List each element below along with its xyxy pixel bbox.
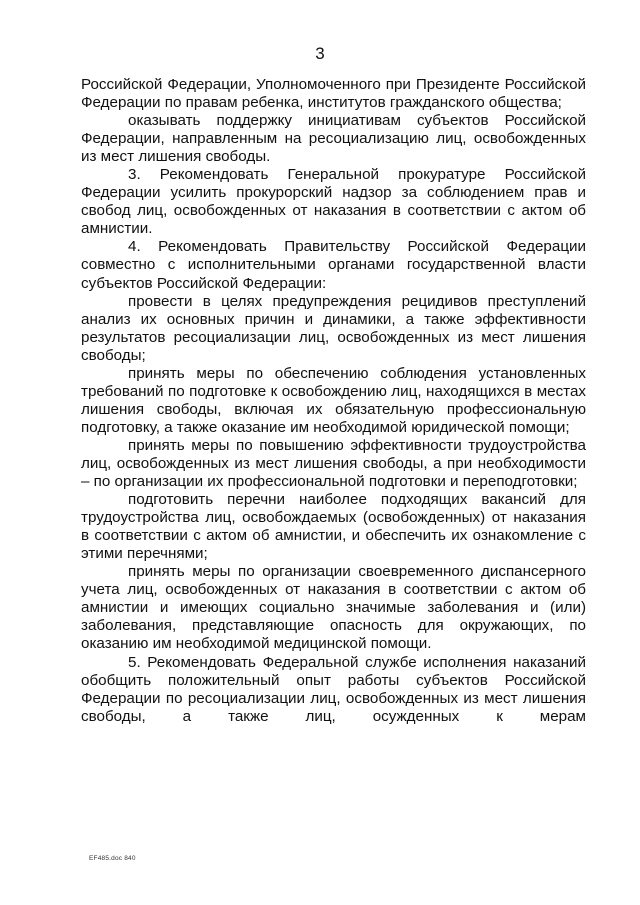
paragraph-continuation: Российской Федерации, Уполномоченного при Президенте Российской Федерации по правам ребенка, институтов гражданского общества; bbox=[81, 76, 586, 112]
page-number: 3 bbox=[315, 44, 325, 63]
paragraph-medical-care: принять меры по организации своевременного диспансерного учета лиц, освобожденных от наказания в соответствии с актом об амнистии и имеющих социально значимые заболевания и (или) заболевания, представляющие опасность для окружающих, по оказанию им необходимой медицинской помощи. bbox=[81, 563, 586, 653]
paragraph-item-4: 4. Рекомендовать Правительству Российской Федерации совместно с исполнительными органами государственной власти субъектов Российской Федерации: bbox=[81, 238, 586, 292]
document-body bbox=[81, 76, 586, 726]
paragraph-recidivism-analysis: провести в целях предупреждения рецидивов преступлений анализ их основных причин и динамики, а также эффективности результатов ресоциализации лиц, освобожденных из мест лишения свободы; bbox=[81, 292, 586, 364]
paragraph-item-5: 5. Рекомендовать Федеральной службе исполнения наказаний обобщить положительный опыт работы субъектов Российской Федерации по ресоциализации лиц, освобожденных из мест лишения свободы, а также лиц, осужденных к мерам bbox=[81, 653, 586, 725]
paragraph-support-initiatives: оказывать поддержку инициативам субъектов Российской Федерации, направленным на ресоциализацию лиц, освобожденных из мест лишения свободы. bbox=[81, 112, 586, 166]
paragraph-vacancies: подготовить перечни наиболее подходящих вакансий для трудоустройства лиц, освобождаемых (освобожденных) от наказания в соответствии с актом об амнистии, и обеспечить их ознакомление с этими перечнями; bbox=[81, 491, 586, 563]
footer-document-code: EF485.doc 840 bbox=[89, 855, 136, 862]
paragraph-item-3: 3. Рекомендовать Генеральной прокуратуре Российской Федерации усилить прокурорский надзор за соблюдением прав и свобод лиц, освобожденных от наказания в соответствии с актом об амнистии. bbox=[81, 166, 586, 238]
paragraph-release-preparation: принять меры по обеспечению соблюдения установленных требований по подготовке к освобождению лиц, находящихся в местах лишения свободы, включая их обязательную профессиональную подготовку, а также оказание им необходимой юридической помощи; bbox=[81, 364, 586, 436]
paragraph-employment: принять меры по повышению эффективности трудоустройства лиц, освобожденных из мест лишения свободы, а при необходимости – по организации их профессиональной подготовки и переподготовки; bbox=[81, 436, 586, 491]
